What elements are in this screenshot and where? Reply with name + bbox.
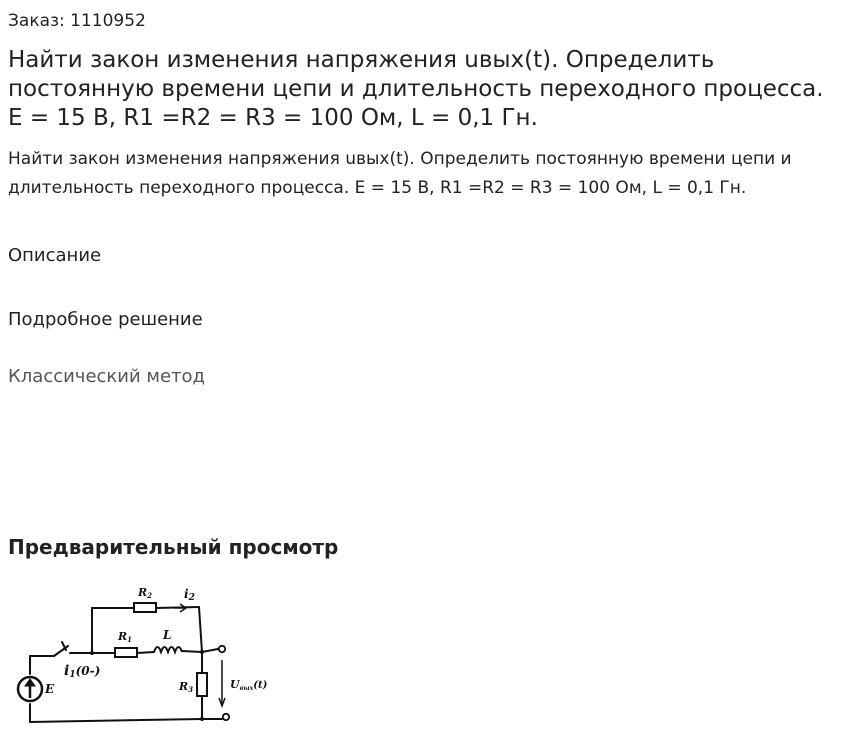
preview-heading: Предварительный просмотр	[8, 535, 339, 559]
order-number: Заказ: 1110952	[8, 11, 146, 31]
resistor-r3	[197, 673, 207, 696]
solution-label: Подробное решение	[8, 309, 203, 330]
description-label: Описание	[8, 245, 102, 266]
output-terminal-bottom	[223, 714, 229, 720]
task-description: Найти закон изменения напряжения uвых(t). Определить постоянную времени цепи и длительность переходного процесса. E = 15 В, R1 =R2 = R3 = 100 Ом, L = 0,1 Гн.	[8, 149, 792, 198]
resistor-r2	[134, 603, 156, 612]
label-current-i1: i1(0-)	[64, 663, 101, 680]
circuit-preview-image	[14, 580, 276, 730]
label-r1: R1	[118, 630, 133, 644]
label-current-i2: i2	[184, 587, 195, 603]
resistor-r1	[115, 648, 137, 657]
label-inductor: L	[163, 628, 172, 642]
label-source: E	[45, 682, 55, 696]
label-r2: R2	[138, 586, 153, 600]
task-title: Найти закон изменения напряжения uвых(t). Определить постоянную времени цепи и длительность переходного процесса. E = 15 В, R1 =R2 = R3 = 100 Ом, L = 0,1 Гн.	[8, 47, 824, 131]
output-terminal-top	[219, 646, 225, 652]
circuit-wires	[30, 607, 222, 722]
label-output-voltage: Uвых(t)	[230, 678, 268, 692]
inductor-l	[154, 647, 182, 652]
method-label: Классический метод	[8, 366, 205, 387]
label-r3: R3	[179, 680, 194, 694]
